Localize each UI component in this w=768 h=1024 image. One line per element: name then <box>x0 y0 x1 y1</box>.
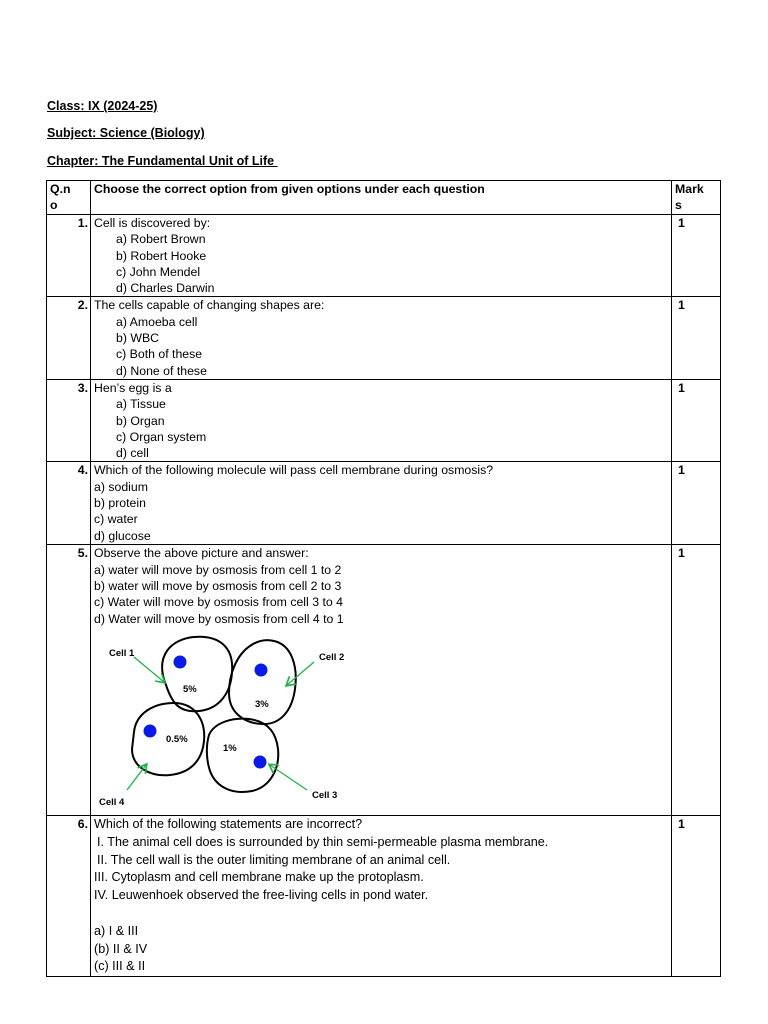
option: c) water <box>94 512 138 527</box>
option: a) Tissue <box>116 397 166 412</box>
table-row <box>47 297 721 379</box>
marks: 1 <box>672 815 721 976</box>
option: c) Water will move by osmosis from cell 3 to 4 <box>94 595 343 610</box>
cell-3-nucleus <box>254 755 267 768</box>
chapter-heading: Chapter: The Fundamental Unit of Life <box>47 154 278 168</box>
osmosis-diagram <box>94 627 671 815</box>
cell-2-nucleus <box>255 663 268 676</box>
question-body <box>91 215 672 297</box>
cell-1-arrow <box>134 657 164 682</box>
subject-heading: Subject: Science (Biology) <box>47 126 205 140</box>
table-row <box>47 545 721 815</box>
option: (b) II & IV <box>94 941 148 956</box>
cell-3-arrow <box>270 765 307 790</box>
question-number: 4. <box>47 462 91 545</box>
question-body <box>91 462 672 545</box>
question-text: Observe the above picture and answer: <box>94 546 309 561</box>
cell-2-label: Cell 2 <box>319 651 345 663</box>
option: b) protein <box>94 496 146 511</box>
cell-4-percent: 0.5% <box>166 733 188 745</box>
option: b) water will move by osmosis from cell 2 to 3 <box>94 579 342 594</box>
option: a) water will move by osmosis from cell 1 to 2 <box>94 562 342 577</box>
table-row <box>47 379 721 461</box>
cell-2-percent: 3% <box>255 698 269 710</box>
option: a) sodium <box>94 479 148 494</box>
question-text: Which of the following molecule will pass cell membrane during osmosis? <box>94 463 494 478</box>
question-number: 2. <box>47 297 91 379</box>
option: a) Robert Brown <box>116 232 206 247</box>
table-row <box>47 815 721 976</box>
option: b) Robert Hooke <box>116 248 207 263</box>
table-row <box>47 462 721 545</box>
option: b) Organ <box>116 413 165 428</box>
statement: IV. Leuwenhoek observed the free-living cells in pond water. <box>94 888 429 903</box>
marks: 1 <box>672 297 721 379</box>
qno-header: Q.n o <box>47 181 91 215</box>
option: d) Charles Darwin <box>116 281 215 296</box>
option: b) WBC <box>116 331 160 346</box>
cell-4-nucleus <box>144 724 157 737</box>
question-body <box>91 815 672 976</box>
option: c) Organ system <box>116 429 207 444</box>
statement: I. The animal cell does is surrounded by thin semi-permeable plasma membrane. <box>97 834 549 849</box>
option: c) John Mendel <box>116 264 201 279</box>
question-text: The cells capable of changing shapes are: <box>94 298 325 313</box>
cell-4-arrow <box>127 765 146 790</box>
question-table <box>46 180 721 977</box>
option: c) Both of these <box>116 347 203 362</box>
question-text: Which of the following statements are incorrect? <box>94 816 363 831</box>
cell-1-percent: 5% <box>183 683 197 695</box>
cell-4-label: Cell 4 <box>99 796 125 808</box>
cell-1-label: Cell 1 <box>109 647 135 659</box>
question-body <box>91 297 672 379</box>
marks: 1 <box>672 379 721 461</box>
cell-1-nucleus <box>174 655 187 668</box>
marks: 1 <box>672 215 721 297</box>
cell-3-outline <box>207 719 278 792</box>
option: d) Water will move by osmosis from cell 4 to 1 <box>94 611 344 626</box>
question-body <box>91 545 672 815</box>
option: a) I & III <box>94 923 139 938</box>
marks-header: Mark s <box>672 181 721 215</box>
option: (c) III & II <box>94 959 146 974</box>
question-number: 5. <box>47 545 91 815</box>
question-number: 1. <box>47 215 91 297</box>
marks: 1 <box>672 545 721 815</box>
cell-2-outline <box>229 640 296 724</box>
cell-2-arrow <box>287 662 314 685</box>
question-text: Hen’s egg is a <box>94 380 172 395</box>
option: d) None of these <box>116 363 207 378</box>
option: a) Amoeba cell <box>116 314 198 329</box>
cell-1-outline <box>162 637 232 711</box>
table-header-row <box>47 181 721 215</box>
statement: II. The cell wall is the outer limiting membrane of an animal cell. <box>97 852 451 867</box>
class-heading: Class: IX (2024-25) <box>47 99 158 113</box>
question-body <box>91 379 672 461</box>
marks: 1 <box>672 462 721 545</box>
cell-3-percent: 1% <box>223 742 237 754</box>
question-text: Cell is discovered by: <box>94 216 211 230</box>
question-header: Choose the correct option from given options under each question <box>91 181 672 215</box>
statement: III. Cytoplasm and cell membrane make up the protoplasm. <box>94 870 424 885</box>
table-row <box>47 215 721 297</box>
option: d) glucose <box>94 528 151 543</box>
option: d) cell <box>116 446 149 461</box>
question-number: 3. <box>47 379 91 461</box>
cell-3-label: Cell 3 <box>312 789 338 801</box>
question-number: 6. <box>47 815 91 976</box>
